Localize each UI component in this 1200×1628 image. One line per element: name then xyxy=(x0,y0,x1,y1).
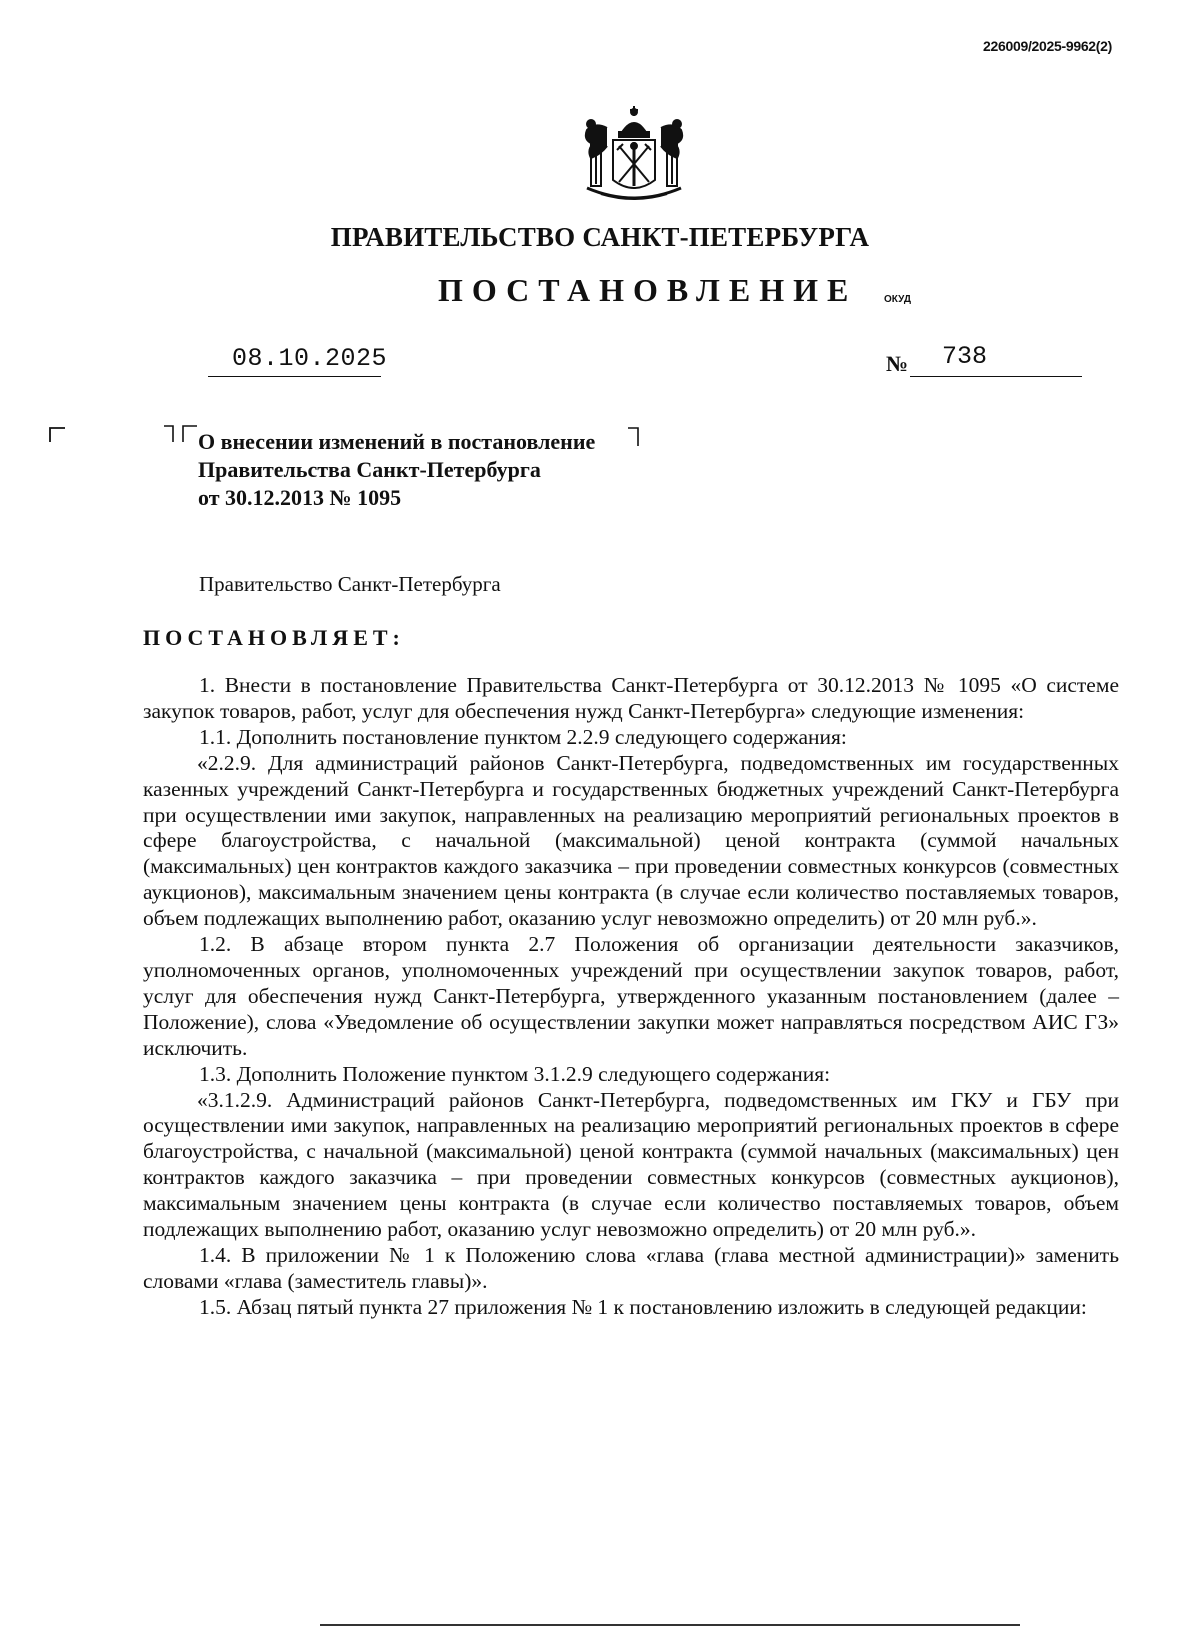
paragraph: 1.2. В абзаце втором пункта 2.7 Положения об организации деятельности заказчиков, уполномоченных органов, уполномоченных учреждений при осуществлении закупок товаров, работ, услуг для обеспечения нужд Санкт-Петербурга, утвержденного указанным постановлением (далее – Положение), слова «Уведомление об осуществлении закупки может направляться посредством АИС ГЗ» исключить. xyxy=(143,932,1119,1060)
paragraph: 1.3. Дополнить Положение пунктом 3.1.2.9 следующего содержания: xyxy=(199,1061,831,1086)
document-subject xyxy=(198,428,595,512)
document-number: 738 xyxy=(942,342,988,371)
date-field xyxy=(208,344,388,377)
paragraph: 1.4. В приложении № 1 к Положению слова «глава (глава местной администрации)» заменить словами «глава (заместитель главы)». xyxy=(143,1242,1119,1293)
paragraph: «3.1.2.9. Администраций районов Санкт-Петербурга, подведомственных им ГКУ и ГБУ при осуществлении ими закупок, направленных на реализацию мероприятий региональных проектов в сфере благоустройства, с начальной (максимальной) ценой контракта (суммой начальных (максимальных) цен контрактов каждого заказчика – при проведении совместных конкурсов (совместных аукционов), максимальным значением цены контракта (в случае если количество поставляемых товаров, объем подлежащих выполнению работ, оказанию услуг невозможно определить) от 20 млн руб.». xyxy=(143,1087,1119,1242)
preamble-government: Правительство Санкт-Петербурга xyxy=(199,572,501,596)
document-date: 08.10.2025 xyxy=(232,344,388,373)
subject-line: Правительства Санкт-Петербурга xyxy=(198,457,541,482)
subject-line: от 30.12.2013 № 1095 xyxy=(198,485,402,510)
document-type: ПОСТАНОВЛЕНИЕ xyxy=(438,272,858,308)
corner-bracket-right xyxy=(627,426,641,448)
okud-label: ОКУД xyxy=(884,294,911,305)
paragraph: 1.1. Дополнить постановление пунктом 2.2.9 следующего содержания: xyxy=(199,724,847,749)
document-body xyxy=(143,673,1119,1321)
coat-of-arms-emblem xyxy=(577,104,691,206)
organization-name: ПРАВИТЕЛЬСТВО САНКТ-ПЕТЕРБУРГА xyxy=(330,222,870,252)
number-field xyxy=(910,344,1082,377)
number-sign: № xyxy=(886,351,909,376)
page-bottom-rule xyxy=(320,1624,1020,1626)
decree-word: ПОСТАНОВЛЯЕТ: xyxy=(143,625,405,650)
paragraph: 1. Внести в постановление Правительства Санкт-Петербурга от 30.12.2013 № 1095 «О системе закупок товаров, работ, услуг для обеспечения нужд Санкт-Петербурга» следующие изменения: xyxy=(143,673,1119,723)
corner-bracket-inner xyxy=(163,424,199,444)
paragraph: 1.5. Абзац пятый пункта 27 приложения № 1 к постановлению изложить в следующей редакции: xyxy=(199,1294,1087,1319)
corner-bracket-left xyxy=(49,427,67,443)
subject-line: О внесении изменений в постановление xyxy=(198,429,596,454)
registration-number: 226009/2025-9962(2) xyxy=(983,38,1112,54)
paragraph: «2.2.9. Для администраций районов Санкт-Петербурга, подведомственных им государственных казенных учреждений Санкт-Петербурга и государственных бюджетных учреждений Санкт-Петербурга при осуществлении ими закупок, направленных на реализацию мероприятий региональных проектов в сфере благоустройства, с начальной (максимальной) ценой контракта (суммой начальных (максимальных) цен контрактов каждого заказчика – при проведении совместных конкурсов (совместных аукционов), максимальным значением цены контракта (в случае если количество поставляемых товаров, объем подлежащих выполнению работ, оказанию услуг невозможно определить) от 20 млн руб.». xyxy=(143,750,1119,931)
